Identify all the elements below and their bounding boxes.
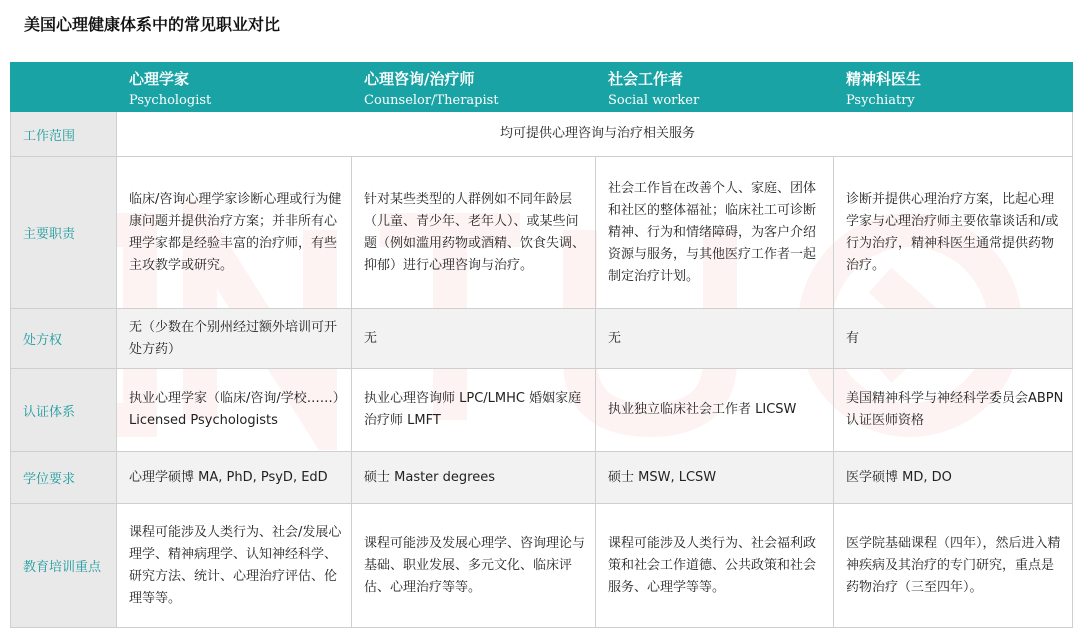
- header-zh: 社会工作者: [608, 70, 684, 88]
- header-zh: 心理咨询/治疗师: [364, 70, 475, 88]
- page-title: 美国心理健康体系中的常见职业对比: [24, 15, 281, 34]
- header-zh: 精神科医生: [846, 70, 922, 88]
- row-education: [11, 504, 1073, 628]
- row-degree: [11, 452, 1073, 504]
- table-cell: 社会工作旨在改善个人、家庭、团体和社区的整体福祉；临床社工可诊断精神、行为和情绪障碍，为客户介绍资源与服务，与其他医疗工作者一起制定治疗计划。: [596, 157, 834, 309]
- header-counselor: [352, 63, 596, 112]
- table-cell: 执业独立临床社会工作者 LICSW: [596, 369, 834, 452]
- table-header-row: [11, 63, 1073, 112]
- row-duties: [11, 157, 1073, 309]
- row-label: 处方权: [11, 309, 117, 369]
- header-en: Social worker: [608, 93, 700, 108]
- scope-cell: 均可提供心理咨询与治疗相关服务: [117, 112, 1073, 157]
- table-cell: 临床/咨询心理学家诊断心理或行为健康问题并提供治疗方案；并非所有心理学家都是经验丰富的治疗师，有些主攻教学或研究。: [117, 157, 352, 309]
- table-cell: 针对某些类型的人群例如不同年龄层（儿童、青少年、老年人）、或某些问题（例如滥用药物或酒精、饮食失调、抑郁）进行心理咨询与治疗。: [352, 157, 596, 309]
- row-prescription: [11, 309, 1073, 369]
- header-en: Counselor/Therapist: [364, 93, 499, 108]
- header-psychologist: [117, 63, 352, 112]
- header-en: Psychiatry: [846, 93, 915, 108]
- table-cell: 课程可能涉及发展心理学、咨询理论与基础、职业发展、多元文化、临床评估、心理治疗等等。: [352, 504, 596, 628]
- row-label: 认证体系: [11, 369, 117, 452]
- table-cell: 无: [352, 309, 596, 369]
- header-social-worker: [596, 63, 834, 112]
- table-cell: 医学硕博 MD, DO: [834, 452, 1073, 504]
- table-cell: 医学院基础课程（四年），然后进入精神疾病及其治疗的专门研究，重点是药物治疗（三至四年）。: [834, 504, 1073, 628]
- row-label: 教育培训重点: [11, 504, 117, 628]
- row-label: 主要职责: [11, 157, 117, 309]
- table-cell: 无（少数在个别州经过额外培训可开处方药）: [117, 309, 352, 369]
- table-cell: 课程可能涉及人类行为、社会福利政策和社会工作道德、公共政策和社会服务、心理学等等。: [596, 504, 834, 628]
- row-certification: [11, 369, 1073, 452]
- table-cell: 有: [834, 309, 1073, 369]
- table-cell: 硕士 MSW, LCSW: [596, 452, 834, 504]
- table-cell: 心理学硕博 MA, PhD, PsyD, EdD: [117, 452, 352, 504]
- table-cell: 硕士 Master degrees: [352, 452, 596, 504]
- table-cell: 执业心理咨询师 LPC/LMHC 婚姻家庭治疗师 LMFT: [352, 369, 596, 452]
- table-cell: 无: [596, 309, 834, 369]
- header-en: Psychologist: [129, 93, 212, 108]
- table-cell: 执业心理学家（临床/咨询/学校……）Licensed Psychologists: [117, 369, 352, 452]
- comparison-table: [10, 62, 1073, 628]
- header-corner: [11, 63, 117, 112]
- table-cell: 诊断并提供心理治疗方案，比起心理学家与心理治疗师主要依靠谈话和/或行为治疗，精神科医生通常提供药物治疗。: [834, 157, 1073, 309]
- header-zh: 心理学家: [129, 70, 190, 88]
- table-cell: 美国精神科学与神经科学委员会ABPN认证医师资格: [834, 369, 1073, 452]
- header-psychiatry: [834, 63, 1073, 112]
- row-label: 学位要求: [11, 452, 117, 504]
- table-cell: 课程可能涉及人类行为、社会/发展心理学、精神病理学、认知神经科学、研究方法、统计、心理治疗评估、伦理等等。: [117, 504, 352, 628]
- row-scope: [11, 112, 1073, 157]
- row-label: 工作范围: [11, 112, 117, 157]
